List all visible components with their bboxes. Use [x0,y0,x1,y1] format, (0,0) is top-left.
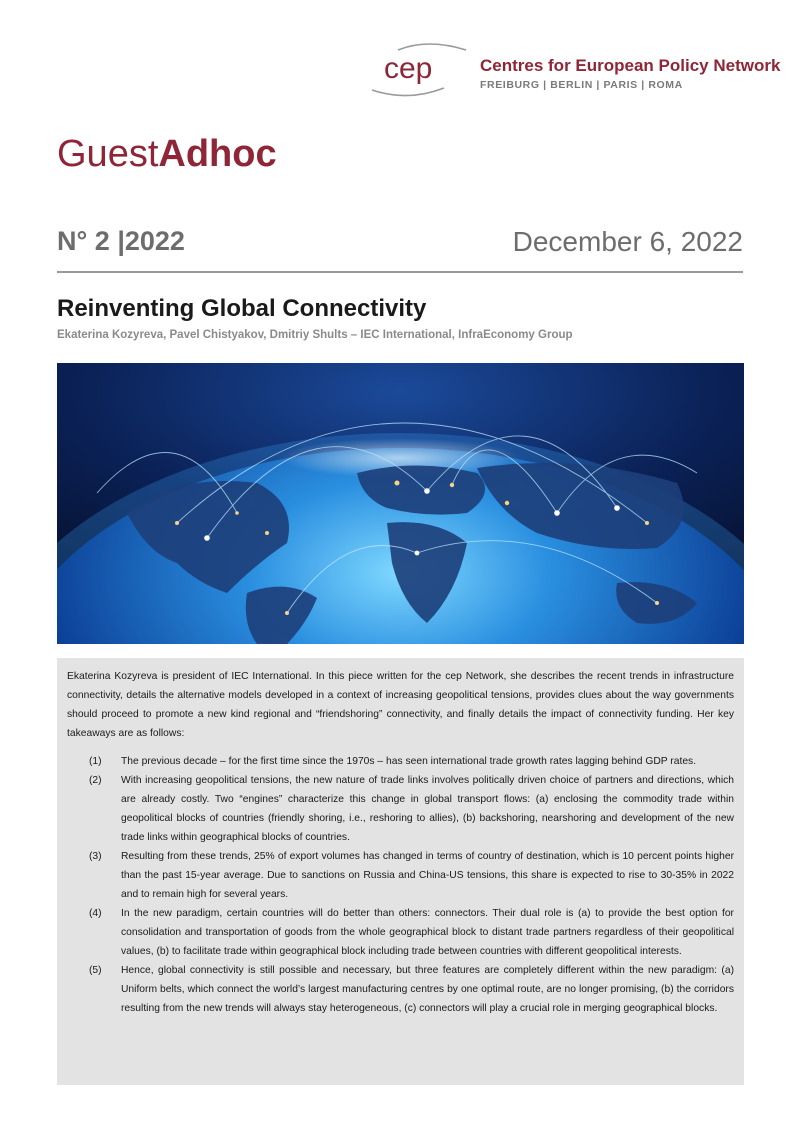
logo-arc-top [398,44,466,50]
series-title-light: Guest [57,133,159,175]
takeaway-text: In the new paradigm, certain countries will do better than others: connectors. Their dual role is (a) to provide the best option for consolidation and transportation of goods from the whole geographical block to distant trade partners regardless of their geopolitical values, (b) to facilitate trade within geographical block including trade between countries with different geopolitical interests. [121,908,734,957]
takeaway-item [67,847,734,904]
page-title: Reinventing Global Connectivity [57,295,427,322]
logo-mark-text: cep [384,52,433,85]
takeaway-text: The previous decade – for the first time since the 1970s – has seen international trade growth rates lagging behind GDP rates. [121,756,697,767]
summary-intro: Ekaterina Kozyreva is president of IEC International. In this piece written for the cep Network, she describes the recent trends in infrastructure connectivity, details the alternative models developed in a context of increasing geopolitical tensions, provides clues about the way governments should proceed to promote a new kind regional and “friendshoring” connectivity, and finally details the impact of connectivity funding. Her key takeaways are as follows: [67,671,734,739]
takeaway-item [67,961,734,1018]
takeaway-text: With increasing geopolitical tensions, the new nature of trade links involves politically driven choice of partners and directions, which are already costly. Two “engines” characterize this change in global transport flows: (a) enclosing the commodity trade within geopolitical blocks of countries (friendly shoring, i.e., reshoring to allies), (b) backshoring, nearshoring and development of the new trade links within geographical blocks of countries. [121,775,734,843]
network-name: Centres for European Policy Network [480,56,781,75]
key-takeaways-box [57,658,744,1085]
takeaway-item [67,904,734,961]
takeaway-number: (1) [89,756,102,767]
takeaway-number: (2) [89,775,102,786]
series-title [57,131,277,177]
network-cities: FREIBURG | BERLIN | PARIS | ROMA [480,79,683,91]
takeaway-text: Hence, global connectivity is still possible and necessary, but three features are completely different within the new paradigm: (a) Uniform belts, which connect the world’s largest manufacturing centres by one optimal route, are no longer promising, (b) the corridors resulting from the new trends will always stay heterogeneous, (c) connectors will play a crucial role in merging geographical blocks. [121,965,734,1014]
takeaway-number: (4) [89,908,102,919]
takeaway-number: (5) [89,965,102,976]
publication-date: December 6, 2022 [512,226,743,257]
globe-connectivity-image [57,363,744,644]
issue-number: N° 2 |2022 [57,226,185,256]
divider [57,271,743,273]
authors-line: Ekaterina Kozyreva, Pavel Chistyakov, Dmitriy Shults – IEC International, InfraEconomy Group [57,329,573,341]
logo-arc-bottom [372,88,444,96]
cep-logo [368,40,472,100]
takeaway-item [67,771,734,847]
takeaway-text: Resulting from these trends, 25% of export volumes has changed in terms of country of destination, which is 10 percent points higher than the past 15-year average. Due to sanctions on Russia and China-US tensions, this share is expected to rise to 30-35% in 2022 and to remain high for several years. [121,851,734,900]
takeaways-list [67,752,734,1018]
takeaway-item [67,752,734,771]
series-title-bold: Adhoc [158,133,277,175]
takeaway-number: (3) [89,851,102,862]
